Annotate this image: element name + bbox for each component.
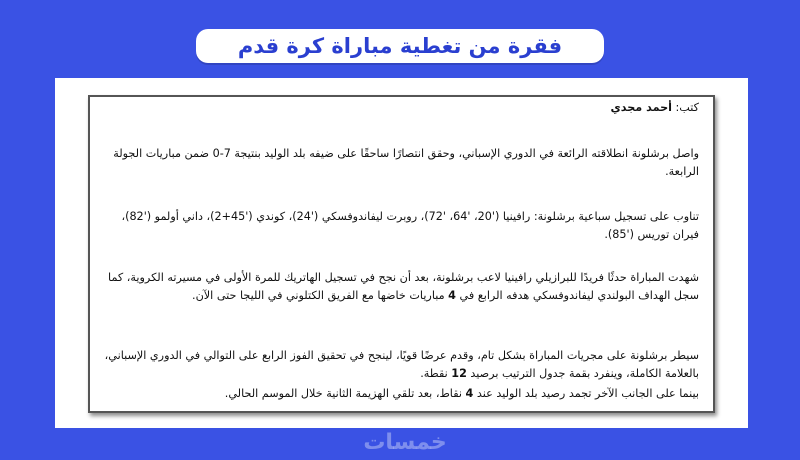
paragraph-3-text-a: شهدت المباراة حدثًا فريدًا للبرازيلي رافينيا لاعب برشلونة، بعد أن نجح في تسجيل الهاتريك للمرة الأولى في مسيرته الكروية، كما سجل الهداف البولندي ليفاندوفسكي هدفه الرابع في [108, 271, 699, 302]
paragraph-5 [104, 385, 699, 403]
paragraph-3 [104, 269, 699, 305]
paragraph-4-bold: 12 [451, 367, 467, 380]
paragraph-1: واصل برشلونة انطلاقته الرائعة في الدوري الإسباني، وحقق انتصارًا ساحقًا على ضيفه بلد الوليد بنتيجة 7-0 ضمن مباريات الجولة الرابعة. [113, 147, 699, 178]
watermark-logo: خمسات [363, 430, 447, 455]
page-title: فقرة من تغطية مباراة كرة قدم [237, 34, 563, 58]
paragraph-4-text-b: نقطة. [420, 367, 452, 380]
paragraph-2: تناوب على تسجيل سباعية برشلونة: رافينيا ('20، '64، '72)، روبرت ليفاندوفسكي ('24)، كوندي ('45+2)، داني أولمو ('82)، فيران توريس ('85). [121, 210, 699, 241]
article-document [88, 95, 715, 413]
paragraph-4 [104, 347, 699, 383]
paragraph-4-text-a: سيطر برشلونة على مجريات المباراة بشكل تام، وقدم عرضًا قويًا، لينجح في تحقيق الفوز الرابع على التوالي في الدوري الإسباني، بالعلامة الكاملة، وينفرد بقمة جدول الترتيب برصيد [104, 349, 699, 380]
paragraph-3-bold: 4 [448, 289, 456, 302]
paragraph-3-text-b: مباريات خاضها مع الفريق الكتلوني في الليجا حتى الآن. [192, 289, 449, 302]
paragraph-5-text-a: بينما على الجانب الآخر تجمد رصيد بلد الوليد عند [473, 387, 699, 400]
title-banner [196, 29, 604, 63]
author-label: كتب: [671, 101, 699, 114]
author-name: أحمد مجدي [610, 101, 672, 114]
paragraph-5-text-b: نقاط، بعد تلقي الهزيمة الثانية خلال الموسم الحالي. [224, 387, 466, 400]
paragraph-5-bold: 4 [465, 387, 474, 400]
author-line [104, 99, 699, 117]
